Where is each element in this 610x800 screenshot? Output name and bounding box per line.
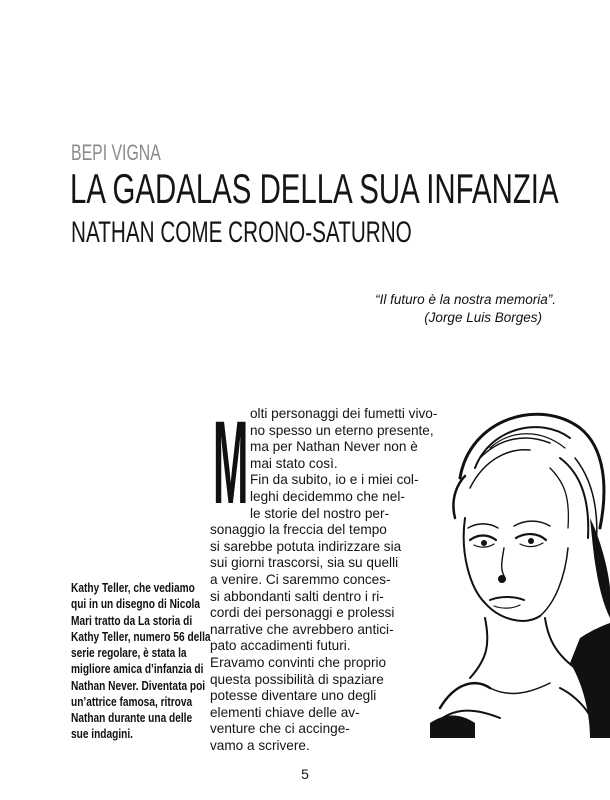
body-line: leghi decidemmo che nel- — [250, 488, 405, 504]
caption-line: Nathan durante una delle — [71, 710, 193, 725]
image-caption — [71, 580, 227, 743]
caption-line: sue indagini. — [71, 726, 133, 742]
caption-line: un’attrice famosa, ritrova — [71, 693, 193, 709]
article-subtitle: NATHAN COME CRONO-SATURNO — [71, 216, 412, 249]
body-line: cordi dei personaggi e prolessi — [210, 605, 395, 621]
body-line: venture che ci accinge- — [210, 721, 350, 737]
body-line: si abbondanti salti dentro i ri- — [210, 588, 384, 604]
body-line: elementi chiave delle av- — [210, 704, 360, 720]
body-line: narrative che avrebbero antici- — [210, 621, 394, 637]
body-line: a venire. Ci saremmo conces- — [210, 571, 391, 587]
body-line: questa possibilità di spaziare — [210, 671, 384, 687]
article-body — [210, 397, 505, 754]
caption-line: qui in un disegno di Nicola — [71, 596, 201, 612]
article-title: LA GADALAS DELLA SUA INFANZIA — [70, 165, 559, 212]
body-line: Fin da subito, io e i miei col- — [250, 472, 419, 488]
body-line: le storie del nostro per- — [250, 505, 390, 521]
epigraph-quote — [375, 291, 556, 327]
drop-cap: M — [213, 397, 249, 529]
body-line: olti personaggi dei fumetti vivo- — [250, 406, 438, 421]
caption-line: Mari tratto da La storia di — [71, 612, 193, 628]
body-line: si sarebbe potuta indirizzare sia — [210, 538, 402, 554]
quote-text: “Il futuro è la nostra memoria”. — [375, 292, 556, 307]
caption-line: Nathan Never. Diventata poi — [71, 677, 206, 693]
caption-line: Kathy Teller, che vediamo — [71, 580, 195, 595]
body-line: vamo a scrivere. — [210, 737, 310, 753]
body-line: mai stato così. — [250, 455, 338, 471]
author-name: BEPI VIGNA — [71, 140, 161, 165]
body-line: ma per Nathan Never non è — [250, 439, 418, 455]
body-line: no spesso un eterno presente, — [250, 422, 434, 438]
body-line: potesse diventare uno degli — [210, 688, 377, 704]
quote-attribution: (Jorge Luis Borges) — [424, 310, 542, 326]
caption-line: migliore amica d’infanzia di — [71, 661, 204, 677]
page-number: 5 — [301, 766, 309, 782]
body-line: Eravamo convinti che proprio — [210, 654, 387, 670]
caption-line: serie regolare, è stata la — [71, 645, 187, 660]
body-line: sonaggio la freccia del tempo — [210, 522, 387, 538]
body-line: pato accadimenti futuri. — [210, 638, 351, 654]
caption-line: Kathy Teller, numero 56 della — [71, 628, 211, 644]
body-line: sui giorni trascorsi, sia su quelli — [210, 555, 399, 571]
